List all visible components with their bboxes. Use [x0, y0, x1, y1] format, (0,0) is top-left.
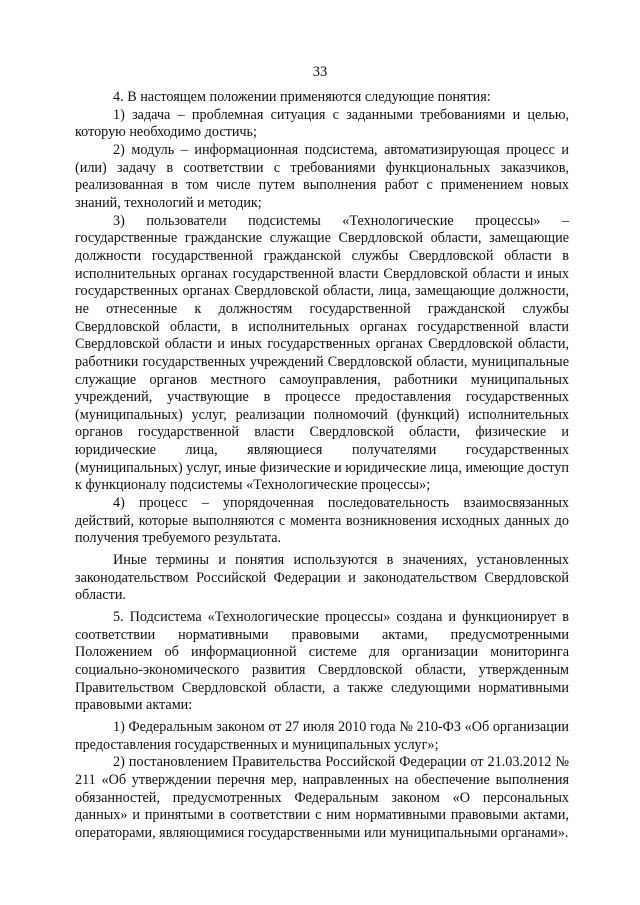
page-number: 33 [312, 64, 328, 80]
paragraph-other-terms: Иные термины и понятия используются в значениях, установленных законодательством Российской Федерации и законодательством Свердловской области. [75, 552, 569, 604]
paragraph-definitions-intro: 4. В настоящем положении применяются следующие понятия: [113, 89, 491, 105]
paragraph-definition-task: 1) задача – проблемная ситуация с заданными требованиями и целью, которую необходимо достичь; [75, 106, 569, 141]
paragraph-definition-module: 2) модуль – информационная подсистема, автоматизирующая процесс и (или) задачу в соответствии с требованиями функциональных заказчиков, реализованная в том числе путем выполнения работ с применением новых знаний, технологий и методик; [75, 141, 569, 211]
paragraph-definition-process: 4) процесс – упорядоченная последовательность взаимосвязанных действий, которые выполняются с момента возникновения исходных данных до получения требуемого результата. [75, 495, 569, 547]
document-body [75, 89, 569, 843]
paragraph-subsystem-basis: 5. Подсистема «Технологические процессы» создана и функционирует в соответствии нормативными правовыми актами, предусмотренными Положением об информационной системе для организации мониторинга социально-экономического развития Свердловской области, утвержденным Правительством Свердловской области, а также следующими нормативными правовыми актами: [75, 609, 569, 714]
paragraph-definition-users: 3) пользователи подсистемы «Технологические процессы» – государственные гражданские служащие Свердловской области, замещающие должности государственной гражданской службы Свердловской области в исполнительных органах государственной власти Свердловской области и иных государственных органах Свердловской области, лица, замещающие должности, не отнесенные к должностям государственной гражданской службы Свердловской области, в исполнительных органах государственной власти Свердловской области и иных государственных органах Свердловской области, работники государственных учреждений Свердловской области, муниципальные служащие органов местного самоуправления, работники муниципальных учреждений, участвующие в процессе предоставления государственных (муниципальных) услуг, реализации полномочий (функций) исполнительных органов государственной власти Свердловской области, физические и юридические лица, являющиеся получателями государственных (муниципальных) услуг, иные физические и юридические лица, имеющие доступ к функционалу подсистемы «Технологические процессы»; [75, 212, 569, 494]
paragraph-government-decree: 2) постановлением Правительства Российской Федерации от 21.03.2012 № 211 «Об утверждении перечня мер, направленных на обеспечение выполнения обязанностей, предусмотренных Федеральным законом «О персональных данных» и принятыми в соответствии с ним нормативными правовыми актами, операторами, являющимися государственными или муниципальными органами». [75, 754, 569, 841]
paragraph-federal-law: 1) Федеральным законом от 27 июля 2010 года № 210-ФЗ «Об организации предоставления государственных и муниципальных услуг»; [75, 718, 569, 753]
